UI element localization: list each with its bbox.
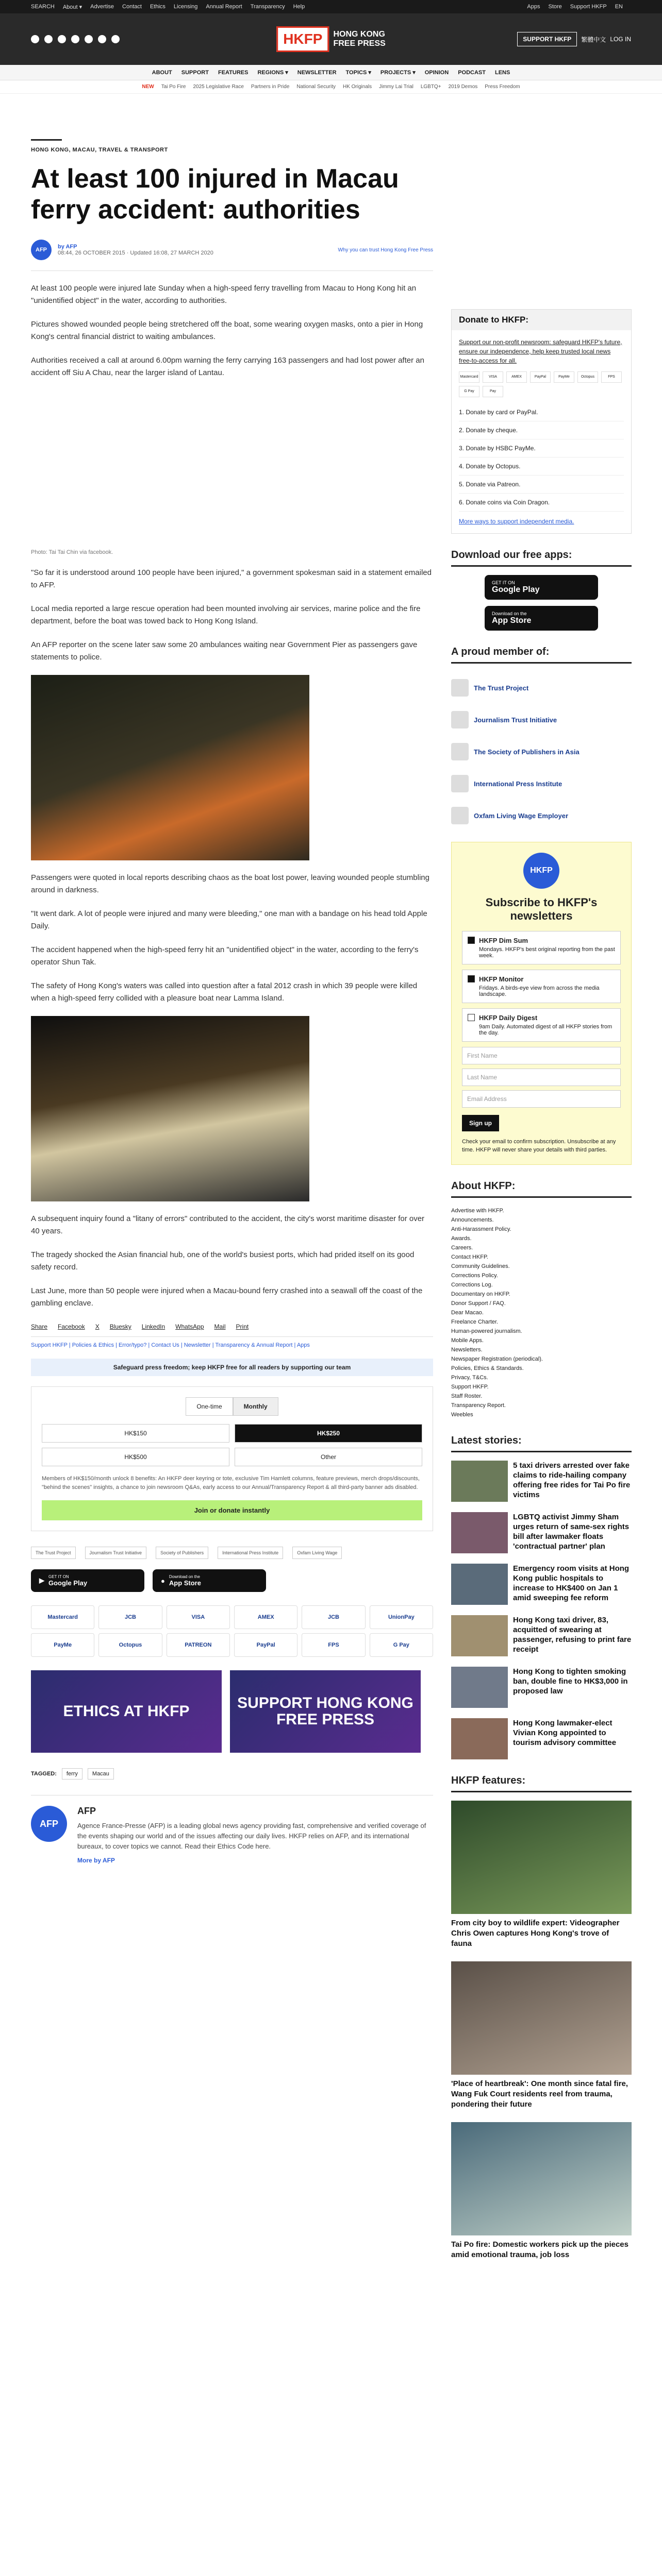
threads-icon[interactable] [85, 35, 93, 43]
youtube-icon[interactable] [71, 35, 79, 43]
paragraph: The tragedy shocked the Asian financial hub, one of the world's busiest ports, which had prided itself on its good safety record. [31, 1250, 415, 1272]
paypal-icon: PayPal [234, 1633, 297, 1657]
sub-nav [0, 80, 662, 94]
amex-icon: AMEX [506, 371, 527, 383]
about-link[interactable]: Newspaper Registration (periodical). [451, 1356, 543, 1362]
rescue-photo [31, 675, 309, 860]
newsletter-option[interactable] [462, 931, 621, 964]
apple-icon: ● [161, 1577, 165, 1585]
pier-photo [31, 1016, 309, 1201]
checkbox-checked[interactable] [468, 937, 475, 944]
story-thumbnail [451, 1564, 508, 1605]
story-thumbnail [451, 1615, 508, 1656]
tag-ferry[interactable]: ferry [62, 1768, 82, 1780]
jcb-icon: JCB [302, 1605, 365, 1629]
donation-box [31, 1386, 433, 1531]
subnav-item[interactable]: Partners in Pride [251, 84, 290, 90]
apps-title: Download our free apps: [451, 549, 632, 567]
about-link[interactable]: Dear Macao. [451, 1310, 484, 1316]
sopa-icon [451, 743, 469, 760]
subnav-item[interactable]: HK Originals [342, 84, 372, 90]
donate-option[interactable]: 6. Donate coins via Coin Dragon. [459, 494, 624, 512]
share-whatsapp[interactable]: WhatsApp [175, 1323, 204, 1330]
donate-option[interactable]: 2. Donate by cheque. [459, 421, 624, 439]
member-benefits: Members of HK$150/month unlock 8 benefits: An HKFP deer keyring or tote, exclusive Tim Hamlett columns, feature previews, merch drops/discounts, "behind the scenes" insights, a chance to join newsroom Q&As, early access to our Annual/Transparency Report & all third-party banner ads disabled. [42, 1476, 420, 1490]
app-store-label: App Store [169, 1579, 201, 1587]
about-link[interactable]: Transparency Report. [451, 1402, 506, 1409]
about-link[interactable]: Community Guidelines. [451, 1263, 510, 1269]
member-item[interactable] [451, 736, 632, 768]
tag-macau[interactable]: Macau [88, 1768, 114, 1780]
annual-report-link[interactable]: Annual Report [206, 4, 242, 10]
story-headline: Hong Kong to tighten smoking ban, double fine to HK$3,000 in proposed law [513, 1667, 628, 1696]
about-link[interactable]: Human-powered journalism. [451, 1328, 522, 1334]
site-header [0, 13, 662, 65]
policy-links[interactable]: Support HKFP | Policies & Ethics | Error/typo? | Contact Us | Newsletter | Transparency & Annual Report | Apps [31, 1342, 310, 1348]
feature-headline: 'Place of heartbreak': One month since fatal fire, Wang Fuk Court residents reel from trauma, pondering their future [451, 2079, 628, 2109]
latest-story[interactable] [451, 1615, 632, 1656]
publish-date: 08:44, 26 OCTOBER 2015 · Updated 16:08, 27 MARCH 2020 [58, 250, 213, 256]
member-label: Journalism Trust Initiative [474, 716, 557, 724]
story-headline: LGBTQ activist Jimmy Sham urges return of same-sex rights bill after lawmaker floats 'contractual partner' plan [513, 1513, 630, 1551]
apps-link[interactable]: Apps [527, 4, 540, 10]
support-banner[interactable]: SUPPORT HONG KONG FREE PRESS [230, 1670, 421, 1753]
x-icon[interactable] [44, 35, 53, 43]
member-item[interactable] [451, 672, 632, 704]
more-by-author-link[interactable]: More by AFP [77, 1857, 115, 1864]
oxfam-logo[interactable]: Oxfam Living Wage [292, 1547, 342, 1559]
logo-text [333, 30, 385, 48]
apple-pay-icon: Pay [483, 386, 503, 397]
story-headline: 5 taxi drivers arrested over fake claims to ride-hailing company offering free rides for Tai Po fire victims [513, 1461, 631, 1499]
latest-story[interactable] [451, 1718, 632, 1759]
about-link[interactable]: About ▾ [62, 4, 82, 10]
member-item[interactable] [451, 704, 632, 736]
payme-icon: PayMe [31, 1633, 94, 1657]
instagram-icon[interactable] [58, 35, 66, 43]
about-link[interactable]: Corrections Policy. [451, 1273, 498, 1279]
first-name-field[interactable]: First Name [462, 1047, 621, 1064]
unionpay-icon: UnionPay [370, 1605, 433, 1629]
newsletter-title: Subscribe to HKFP's newsletters [485, 896, 598, 922]
donate-intro[interactable]: Support our non-profit newsroom: safeguard HKFP's future, ensure our independence, help keep trusted local news free-to-access for all. [459, 338, 622, 364]
jti-logo[interactable]: Journalism Trust Initiative [85, 1547, 147, 1559]
sidebar-google-play-label: Google Play [492, 585, 540, 594]
paragraph: Passengers were quoted in local reports describing chaos as the boat lost power, leaving wounded people stumbling around in darkness. [31, 873, 429, 894]
share-bar [31, 1323, 433, 1337]
newsletter-widget [451, 842, 632, 1165]
support-link[interactable]: Support HKFP [570, 4, 607, 10]
newsletter-logo: HKFP [523, 853, 559, 889]
sidebar-app-store-small: Download on the [492, 611, 527, 616]
amount-option-other[interactable]: Other [235, 1448, 422, 1466]
about-link[interactable]: Support HKFP. [451, 1384, 489, 1390]
donate-widget [451, 309, 632, 534]
nav-about[interactable]: ABOUT [152, 69, 172, 76]
ethics-banner[interactable]: ETHICS AT HKFP [31, 1670, 222, 1753]
feature-story[interactable] [451, 1801, 632, 1949]
gpay-icon: G Pay [370, 1633, 433, 1657]
about-title: About HKFP: [451, 1180, 632, 1198]
sidebar [451, 309, 632, 2273]
join-donate-button[interactable]: Join or donate instantly [42, 1500, 422, 1520]
author-box-avatar[interactable]: AFP [31, 1806, 67, 1842]
about-link[interactable]: Announcements. [451, 1217, 494, 1223]
ipi-icon [451, 775, 469, 792]
one-time-toggle[interactable]: One-time [186, 1397, 233, 1416]
tags [31, 1768, 433, 1780]
oxfam-icon [451, 807, 469, 824]
app-store-small: Download on the [169, 1574, 200, 1579]
transparency-link[interactable]: Transparency [250, 4, 285, 10]
story-thumbnail [451, 1667, 508, 1708]
social-icons [31, 35, 120, 43]
embedded-media-space [31, 391, 433, 545]
facebook-icon[interactable] [31, 35, 39, 43]
share-mail[interactable]: Mail [214, 1323, 226, 1330]
share-label[interactable]: Share [31, 1323, 48, 1330]
mastercard-icon: Mastercard [459, 371, 479, 383]
trust-project-icon [451, 679, 469, 697]
search-link[interactable]: SEARCH [31, 4, 55, 10]
about-link[interactable]: Freelance Charter. [451, 1319, 499, 1325]
author-avatar[interactable]: AFP [31, 240, 52, 260]
paragraph: The safety of Hong Kong's waters was called into question after a fatal 2012 crash in which 39 people were killed when a high-speed ferry collided with a pleasure boat near Lamma Island. [31, 981, 418, 1003]
subnav-item[interactable]: Press Freedom [485, 84, 520, 90]
fps-icon: FPS [601, 371, 622, 383]
paragraph: A subsequent inquiry found a "litany of errors" contributed to the accident, the city's worst maritime disaster for over 40 years. [31, 1214, 425, 1235]
amount-option-selected[interactable]: HK$250 [235, 1424, 422, 1443]
ipi-logo[interactable]: International Press Institute [218, 1547, 283, 1559]
member-logos-row [31, 1547, 433, 1559]
paragraph: An AFP reporter on the scene later saw some 20 ambulances waiting near Government Pier as passengers gave statements to police. [31, 640, 418, 662]
trust-project-logo[interactable]: The Trust Project [31, 1547, 76, 1559]
share-linkedin[interactable]: LinkedIn [141, 1323, 166, 1330]
newsletter-name: HKFP Daily Digest [479, 1014, 538, 1022]
sidebar-app-store[interactable] [485, 606, 598, 631]
about-link[interactable]: Documentary on HKFP. [451, 1291, 510, 1297]
author-box [31, 1795, 433, 1864]
member-label: The Society of Publishers in Asia [474, 748, 580, 756]
telegram-icon[interactable] [98, 35, 106, 43]
author-box-name[interactable]: AFP [77, 1806, 96, 1816]
login-link[interactable]: LOG IN [610, 36, 631, 43]
google-play-label: Google Play [48, 1579, 88, 1587]
feature-headline: Tai Po fire: Domestic workers pick up the pieces amid emotional trauma, job loss [451, 2240, 628, 2259]
about-link[interactable]: Policies, Ethics & Standards. [451, 1365, 524, 1371]
jcb-icon: JCB [98, 1605, 162, 1629]
ethics-link[interactable]: Ethics [150, 4, 166, 10]
feature-image [451, 1961, 632, 2075]
story-thumbnail [451, 1718, 508, 1759]
paragraph: At least 100 people were injured late Sunday when a high-speed ferry travelling from Macau to Hong Kong hit an "unidentified object" in the water, according to authorities. [31, 284, 417, 305]
donate-option[interactable]: 5. Donate via Patreon. [459, 476, 624, 494]
paragraph: Authorities received a call at around 6.00pm warning the ferry carrying 163 passengers and had lost power after an accident off Siu A Chau, near the larger island of Lantau. [31, 356, 424, 377]
donate-option[interactable]: 1. Donate by card or PayPal. [459, 403, 624, 421]
visa-icon: VISA [167, 1605, 230, 1629]
donate-title: Donate to HKFP: [452, 310, 631, 330]
member-item[interactable] [451, 768, 632, 800]
newsletter-footnote: Check your email to confirm subscription. Unsubscribe at any time. HKFP will never share your details with third parties. [462, 1139, 616, 1153]
payment-methods [31, 1605, 433, 1657]
octopus-icon: Octopus [98, 1633, 162, 1657]
share-facebook[interactable]: Facebook [58, 1323, 85, 1330]
site-logo[interactable] [276, 26, 386, 52]
newsletter-option[interactable] [462, 970, 621, 1003]
about-link[interactable]: Donor Support / FAQ. [451, 1300, 506, 1307]
about-link[interactable]: Contact HKFP. [451, 1254, 488, 1260]
paragraph: The accident happened when the high-speed ferry hit an "unidentified object" in the water, according to the ferry's operator Shun Tak. [31, 945, 419, 967]
story-headline: Hong Kong taxi driver, 83, acquitted of swearing at passenger, refusing to print fare receipt [513, 1616, 632, 1654]
bluesky-icon[interactable] [111, 35, 120, 43]
member-title: A proud member of: [451, 646, 632, 664]
checkbox-unchecked[interactable] [468, 1014, 475, 1021]
donate-option[interactable]: 3. Donate by HSBC PayMe. [459, 439, 624, 457]
latest-story[interactable] [451, 1667, 632, 1708]
nav-projects[interactable]: PROJECTS ▾ [380, 70, 416, 76]
subnav-item[interactable]: 2019 Demos [448, 84, 478, 90]
member-label: International Press Institute [474, 779, 562, 788]
monthly-toggle[interactable]: Monthly [233, 1397, 278, 1416]
paragraph: "It went dark. A lot of people were injured and many were bleeding," one man with a bandage on his head told Apple Daily. [31, 909, 427, 930]
support-hkfp-button[interactable]: SUPPORT HKFP [517, 32, 577, 46]
latest-list [451, 1461, 632, 1759]
mastercard-icon: Mastercard [31, 1605, 94, 1629]
author-link[interactable]: by AFP [58, 244, 77, 250]
signup-button[interactable]: Sign up [462, 1115, 499, 1131]
logo-mark: HKFP [276, 26, 329, 52]
paragraph: Local media reported a large rescue operation had been mounted involving air services, marine police and the fire department, before the boat was towed back to Hong Kong Island. [31, 604, 421, 625]
photo-caption: Photo: Tai Tai Chin via facebook. [31, 549, 113, 555]
fps-icon: FPS [302, 1633, 365, 1657]
checkbox-checked[interactable] [468, 975, 475, 982]
latest-title: Latest stories: [451, 1435, 632, 1452]
feature-image [451, 2122, 632, 2235]
nav-newsletter[interactable]: NEWSLETTER [297, 69, 337, 76]
nav-topics[interactable]: TOPICS ▾ [345, 70, 371, 76]
member-list [451, 672, 632, 832]
nav-regions[interactable]: REGIONS ▾ [257, 70, 288, 76]
payme-icon: PayMe [554, 371, 574, 383]
subnav-item[interactable]: LGBTQ+ [420, 84, 441, 90]
about-link[interactable]: Careers. [451, 1245, 473, 1251]
contact-link[interactable]: Contact [122, 4, 142, 10]
author-box-bio: Agence France-Presse (AFP) is a leading global news agency providing fast, comprehensive and verified coverage of the events shaping our world and of the issues affecting our daily lives. HKFP relies on AFP, and its international bureaux, to cover topics we cannot. Read their Ethics Code here. [77, 1822, 426, 1850]
latest-story[interactable] [451, 1564, 632, 1605]
play-icon: ▶ [39, 1577, 44, 1584]
google-play-button[interactable] [31, 1569, 144, 1592]
amount-option[interactable]: HK$500 [42, 1448, 229, 1466]
latest-story[interactable] [451, 1461, 632, 1502]
google-play-small: GET IT ON [48, 1574, 69, 1579]
jti-icon [451, 711, 469, 728]
visa-icon: VISA [483, 371, 503, 383]
tagged-label: TAGGED: [31, 1771, 57, 1777]
share-print[interactable]: Print [236, 1323, 249, 1330]
feature-story[interactable] [451, 1961, 632, 2110]
newsletter-desc: Fridays. A birds-eye view from across the media landscape. [479, 985, 600, 997]
newsletter-name: HKFP Dim Sum [479, 937, 528, 944]
app-store-button[interactable] [153, 1569, 266, 1592]
member-item[interactable] [451, 800, 632, 832]
story-headline: Emergency room visits at Hong Kong public hospitals to increase to HK$400 on Jan 1 amid sweeping fee reform [513, 1564, 630, 1602]
member-label: The Trust Project [474, 684, 529, 692]
paragraph: Pictures showed wounded people being stretchered off the boat, some wearing oxygen masks, onto a pier in Hong Kong's central financial district to waiting ambulances. [31, 320, 423, 341]
feature-story[interactable] [451, 2122, 632, 2260]
subnav-item[interactable]: Tai Po Fire [161, 84, 186, 90]
nav-support[interactable]: SUPPORT [181, 69, 209, 76]
byline [31, 240, 433, 271]
amount-option[interactable]: HK$150 [42, 1424, 229, 1443]
story-thumbnail [451, 1512, 508, 1553]
logo-line1: HONG KONG [333, 30, 385, 39]
story-headline: Hong Kong lawmaker-elect Vivian Kong appointed to tourism advisory committee [513, 1719, 617, 1747]
feature-headline: From city boy to wildlife expert: Videographer Chris Owen captures Hong Kong's trove of fauna [451, 1919, 620, 1948]
about-link[interactable]: Mobile Apps. [451, 1337, 484, 1344]
about-link[interactable]: Weebles [451, 1412, 473, 1418]
subnav-item[interactable]: 2025 Legislative Race [193, 84, 244, 90]
advertise-link[interactable]: Advertise [90, 4, 114, 10]
patreon-icon: PATREON [167, 1633, 230, 1657]
latest-story[interactable] [451, 1512, 632, 1553]
newsletter-desc: Mondays. HKFP's best original reporting from the past week. [479, 946, 615, 959]
article-title: At least 100 injured in Macau ferry accident: authorities [31, 164, 399, 225]
trust-link[interactable]: Why you can trust Hong Kong Free Press [338, 247, 433, 253]
sidebar-app-store-label: App Store [492, 616, 532, 625]
story-thumbnail [451, 1461, 508, 1502]
safeguard-banner[interactable]: Safeguard press freedom; keep HKFP free for all readers by supporting our team [31, 1359, 433, 1376]
lang-link[interactable]: EN [615, 4, 623, 10]
paragraph: Last June, more than 50 people were injured when a Macau-bound ferry crashed into a seawall off the coast of the gambling enclave. [31, 1286, 423, 1308]
nav-opinion[interactable]: OPINION [424, 69, 449, 76]
about-link[interactable]: Corrections Log. [451, 1282, 493, 1288]
main-nav [0, 65, 662, 80]
nav-features[interactable]: FEATURES [218, 69, 249, 76]
about-link[interactable]: Advertise with HKFP. [451, 1208, 504, 1214]
last-name-field[interactable]: Last Name [462, 1069, 621, 1086]
article-main [31, 139, 433, 1864]
newsletter-desc: 9am Daily. Automated digest of all HKFP stories from the day. [479, 1024, 613, 1036]
member-label: Oxfam Living Wage Employer [474, 811, 569, 820]
about-link[interactable]: Awards. [451, 1235, 472, 1242]
email-field[interactable]: Email Address [462, 1090, 621, 1108]
share-x[interactable]: X [95, 1323, 100, 1330]
about-list [451, 1206, 632, 1419]
licensing-link[interactable]: Licensing [173, 4, 198, 10]
sopa-logo[interactable]: Society of Publishers [156, 1547, 208, 1559]
octopus-icon: Octopus [577, 371, 598, 383]
new-badge: NEW [142, 84, 154, 90]
about-link[interactable]: Privacy, T&Cs. [451, 1375, 488, 1381]
newsletter-name: HKFP Monitor [479, 975, 524, 983]
article-kicker[interactable]: HONG KONG, MACAU, TRAVEL & TRANSPORT [31, 139, 62, 153]
subnav-item[interactable]: Jimmy Lai Trial [379, 84, 413, 90]
paragraph: "So far it is understood around 100 people have been injured," a government spokesman said in a statement emailed to AFP. [31, 568, 432, 589]
share-bluesky[interactable]: Bluesky [109, 1323, 131, 1330]
nav-podcast[interactable]: PODCAST [458, 69, 486, 76]
subnav-item[interactable]: National Security [296, 84, 336, 90]
logo-line2: FREE PRESS [333, 39, 386, 48]
more-ways-link[interactable]: More ways to support independent media. [459, 518, 574, 525]
donate-option[interactable]: 4. Donate by Octopus. [459, 457, 624, 476]
sidebar-google-play[interactable] [485, 575, 598, 600]
paypal-icon: PayPal [530, 371, 551, 383]
sidebar-google-play-small: GET IT ON [492, 580, 515, 585]
feature-image [451, 1801, 632, 1914]
nav-lens[interactable]: LENS [494, 69, 510, 76]
payment-icons [459, 371, 624, 397]
gpay-icon: G Pay [459, 386, 479, 397]
newsletter-option[interactable] [462, 1008, 621, 1042]
about-link[interactable]: Staff Roster. [451, 1393, 483, 1399]
about-link[interactable]: Newsletters. [451, 1347, 483, 1353]
top-bar [0, 0, 662, 13]
store-link[interactable]: Store [548, 4, 562, 10]
help-link[interactable]: Help [293, 4, 305, 10]
features-title: HKFP features: [451, 1775, 632, 1792]
about-link[interactable]: Anti-Harassment Policy. [451, 1226, 511, 1232]
chinese-lang-link[interactable]: 繁體中文 [581, 36, 606, 43]
amex-icon: AMEX [234, 1605, 297, 1629]
